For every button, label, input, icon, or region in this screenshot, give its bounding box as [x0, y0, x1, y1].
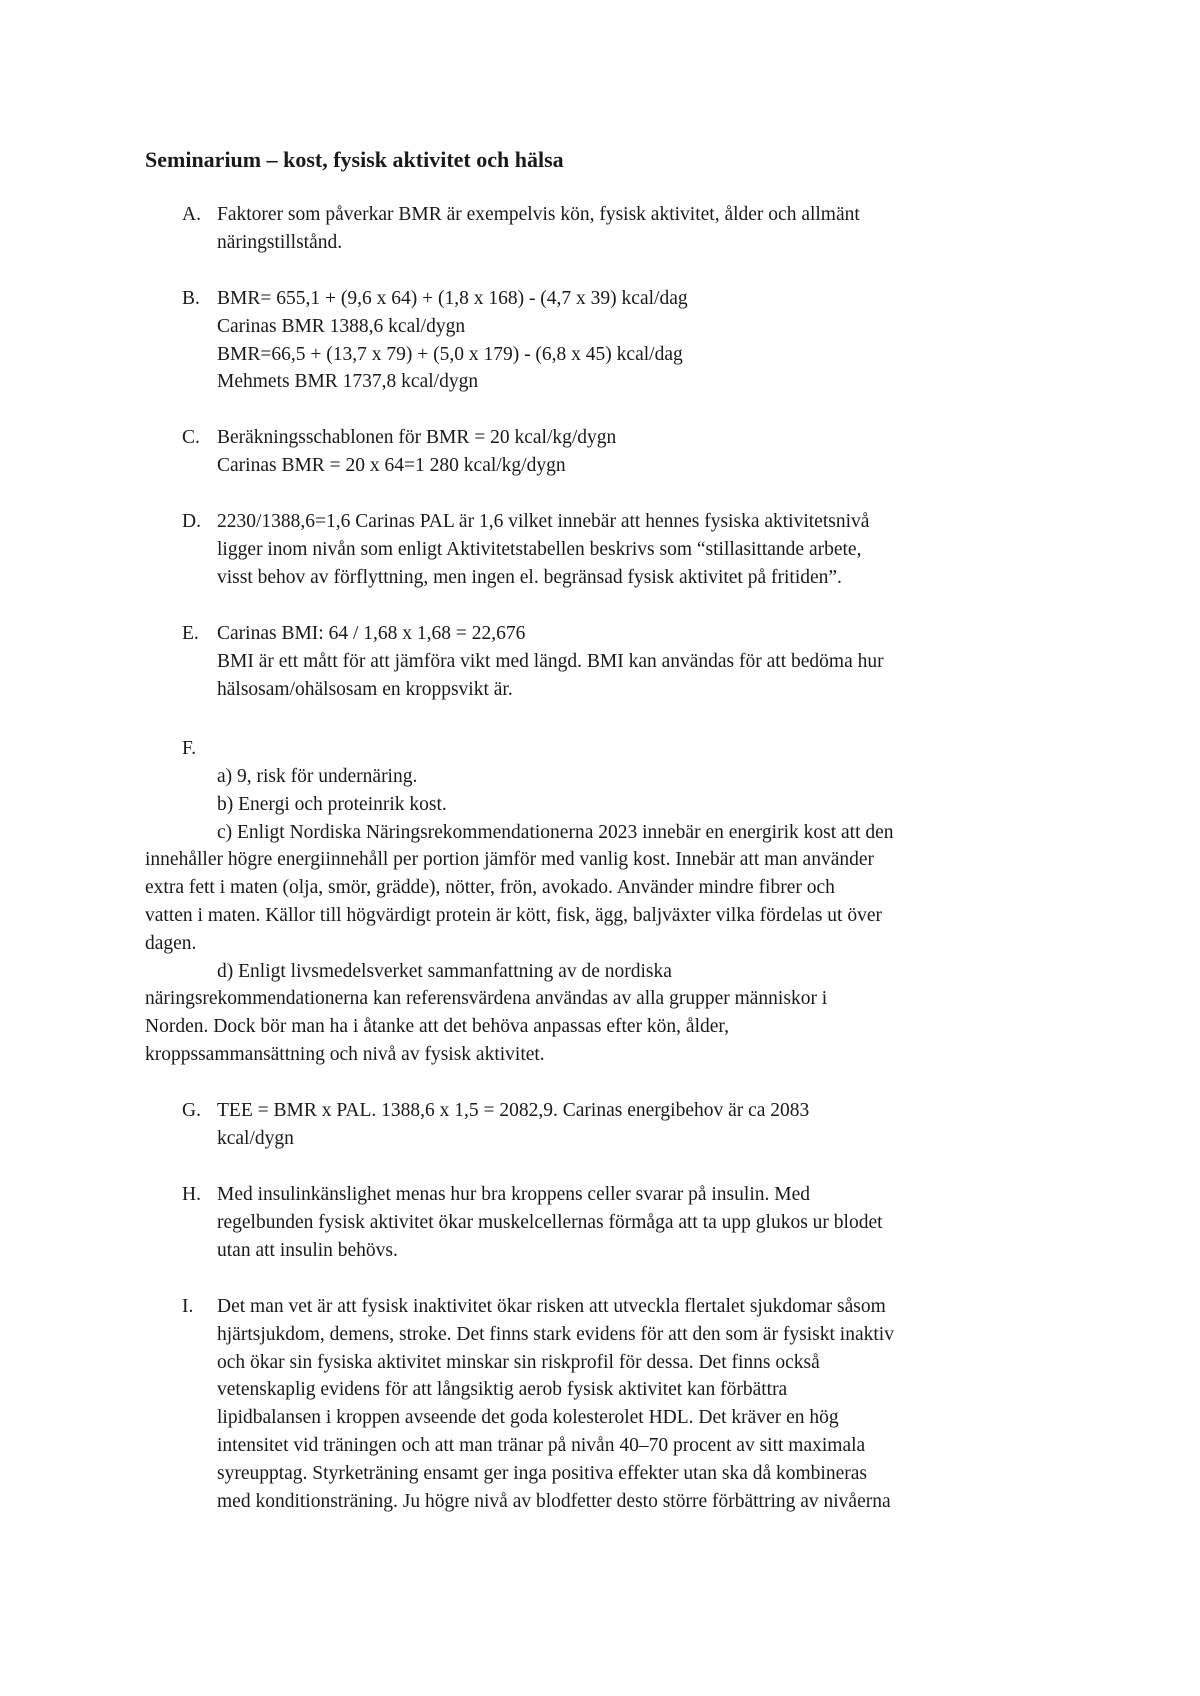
item-d-line-1: 2230/1388,6=1,6 Carinas PAL är 1,6 vilket innebär att hennes fysiska aktivitetsnivå: [217, 511, 870, 532]
f-subitem-c-line-4: vatten i maten. Källor till högvärdigt protein är kött, fisk, ägg, baljväxter vilka fördelas ut över: [145, 904, 883, 926]
f-subitem-d-line-3: Norden. Dock bör man ha i åtanke att det behöva anpassas efter kön, ålder,: [145, 1016, 730, 1038]
item-c-line-1: Beräkningsschablonen för BMR = 20 kcal/kg/dygn: [217, 427, 617, 448]
item-e: [182, 620, 1082, 703]
item-d: [182, 508, 1082, 591]
item-b: [182, 285, 1082, 396]
item-b-line-2: Carinas BMR 1388,6 kcal/dygn: [217, 315, 466, 337]
item-h: [182, 1181, 1082, 1264]
item-i-line-8: med konditionsträning. Ju högre nivå av blodfetter desto större förbättring av nivåerna: [217, 1490, 891, 1512]
f-subitem-d-line-1: d) Enligt livsmedelsverket sammanfattning av de nordiska: [217, 960, 672, 982]
item-e-line-2: BMI är ett mått för att jämföra vikt med längd. BMI kan användas för att bedöma hur: [217, 650, 884, 672]
item-d-line-2: ligger inom nivån som enligt Aktivitetstabellen beskrivs som “stillasittande arbete,: [217, 538, 862, 560]
item-d-line-3: visst behov av förflyttning, men ingen el. begränsad fysisk aktivitet på fritiden”.: [217, 566, 842, 588]
item-b-line-1: BMR= 655,1 + (9,6 x 64) + (1,8 x 168) - (4,7 x 39) kcal/dag: [217, 288, 688, 309]
f-subitem-d-line-4: kroppssammansättning och nivå av fysisk aktivitet.: [145, 1043, 545, 1065]
f-subitem-b: b) Energi och proteinrik kost.: [217, 793, 447, 815]
item-g: [182, 1097, 1082, 1153]
item-i: [182, 1293, 1082, 1515]
item-e-line-3: hälsosam/ohälsosam en kroppsvikt är.: [217, 678, 513, 700]
f-subitem-c-line-1: c) Enligt Nordiska Näringsrekommendationerna 2023 innebär en energirik kost att den: [217, 821, 894, 843]
f-subitem-c-line-3: extra fett i maten (olja, smör, grädde), nötter, frön, avokado. Använder mindre fibrer och: [145, 877, 835, 899]
f-subitem-c-line-5: dagen.: [145, 932, 197, 954]
f-subitem-a: a) 9, risk för undernäring.: [217, 766, 418, 787]
item-c-line-2: Carinas BMR = 20 x 64=1 280 kcal/kg/dygn: [217, 454, 566, 476]
item-g-line-1: TEE = BMR x PAL. 1388,6 x 1,5 = 2082,9. Carinas energibehov är ca 2083: [217, 1100, 810, 1121]
item-h-line-2: regelbunden fysisk aktivitet ökar muskelcellernas förmåga att ta upp glukos ur blodet: [217, 1211, 883, 1233]
item-h-line-3: utan att insulin behövs.: [217, 1239, 398, 1261]
item-marker: I.: [182, 1296, 194, 1317]
f-subitem-d-line-2: näringsrekommendationerna kan referensvärdena användas av alla grupper människor i: [145, 988, 828, 1010]
f-subitem-c-line-2: innehåller högre energiinnehåll per portion jämför med vanlig kost. Innebär att man använder: [145, 849, 875, 871]
item-marker: A.: [182, 204, 201, 225]
item-marker: F.: [182, 738, 197, 759]
item-marker: H.: [182, 1184, 201, 1205]
item-marker: G.: [182, 1100, 201, 1121]
item-i-line-1: Det man vet är att fysisk inaktivitet ökar risken att utveckla flertalet sjukdomar såsom: [217, 1296, 886, 1317]
item-i-line-7: syreupptag. Styrketräning ensamt ger inga positiva effekter utan ska då kombineras: [217, 1462, 867, 1484]
item-g-line-2: kcal/dygn: [217, 1127, 294, 1149]
item-h-line-1: Med insulinkänslighet menas hur bra kroppens celler svarar på insulin. Med: [217, 1184, 810, 1205]
item-i-line-3: och ökar sin fysiska aktivitet minskar sin riskprofil för dessa. Det finns också: [217, 1351, 820, 1373]
item-c: [182, 424, 1082, 480]
item-e-line-1: Carinas BMI: 64 / 1,68 x 1,68 = 22,676: [217, 623, 526, 644]
item-a-line-1: Faktorer som påverkar BMR är exempelvis kön, fysisk aktivitet, ålder och allmänt: [217, 204, 860, 225]
item-b-line-4: Mehmets BMR 1737,8 kcal/dygn: [217, 371, 479, 393]
item-marker: D.: [182, 511, 201, 532]
item-marker: B.: [182, 288, 200, 309]
item-i-line-4: vetenskaplig evidens för att långsiktig aerob fysisk aktivitet kan förbättra: [217, 1379, 788, 1401]
item-i-line-6: intensitet vid träningen och att man tränar på nivån 40–70 procent av sitt maximala: [217, 1434, 866, 1456]
item-b-line-3: BMR=66,5 + (13,7 x 79) + (5,0 x 179) - (6,8 x 45) kcal/dag: [217, 343, 683, 365]
item-i-line-5: lipidbalansen i kroppen avseende det goda kolesterolet HDL. Det kräver en hög: [217, 1407, 839, 1429]
item-a: [182, 201, 1082, 257]
document-title: Seminarium – kost, fysisk aktivitet och hälsa: [145, 147, 564, 172]
item-f-body: [145, 763, 1075, 1069]
item-marker: C.: [182, 427, 200, 448]
item-marker: E.: [182, 623, 199, 644]
item-i-line-2: hjärtsjukdom, demens, stroke. Det finns stark evidens för att den som är fysiskt inaktiv: [217, 1323, 894, 1345]
item-a-line-2: näringstillstånd.: [217, 231, 343, 253]
